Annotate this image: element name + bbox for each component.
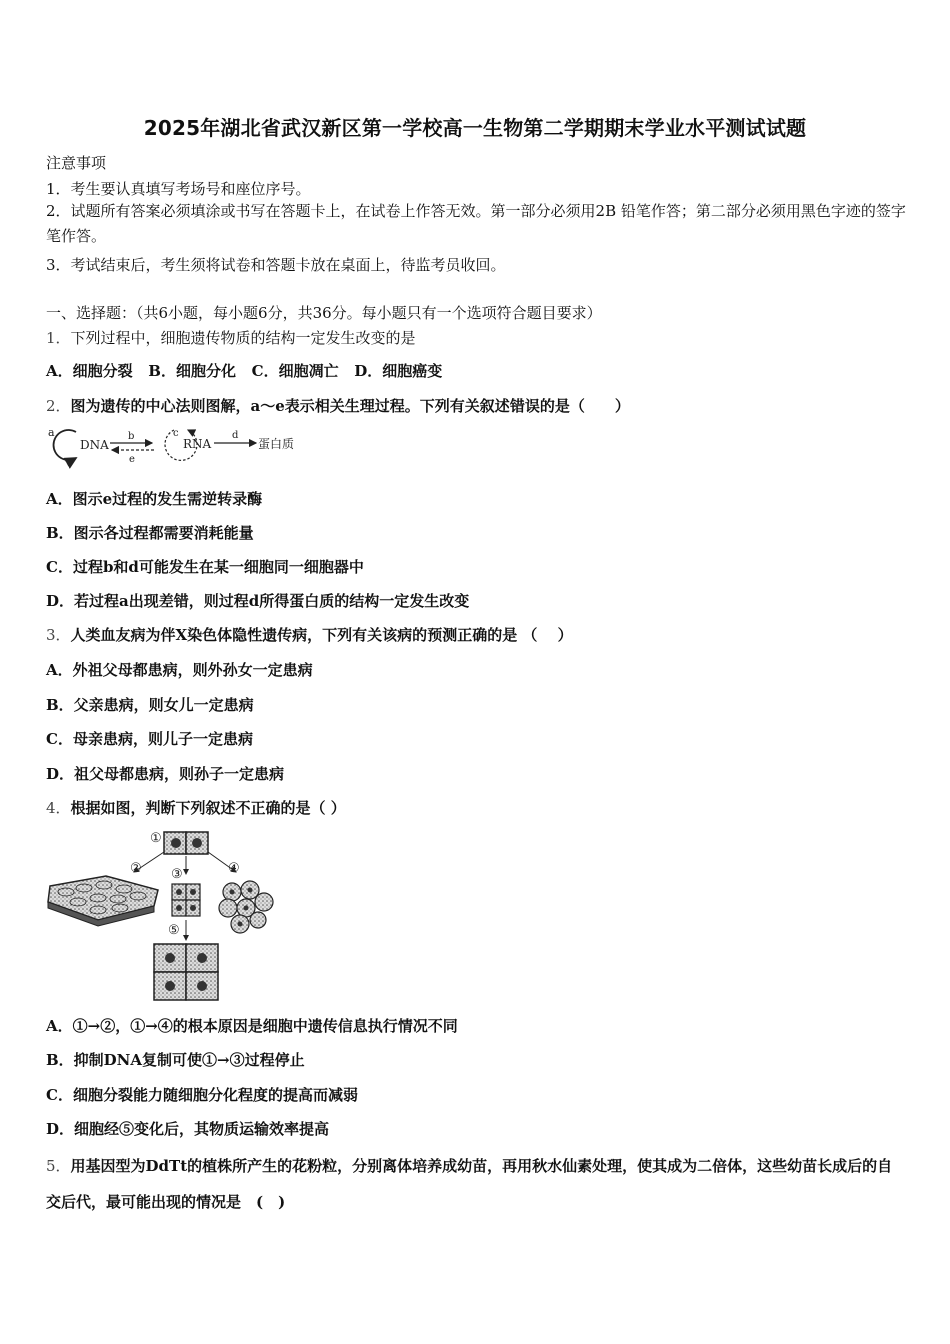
option-d: D．细胞经⑤变化后，其物质运输效率提高	[46, 1120, 330, 1138]
label-4: ④	[228, 861, 240, 876]
notice-item: 1．考生要认真填写考场号和座位序号。	[46, 180, 311, 198]
option-c: C．母亲患病，则儿子一定患病	[46, 730, 253, 748]
question-number: 3．	[46, 626, 71, 644]
option-b: B．图示各过程都需要消耗能量	[46, 524, 254, 542]
question-4	[46, 797, 346, 818]
question-stem: 人类血友病为伴X染色体隐性遗传病，下列有关该病的预测正确的是 （ ）	[70, 626, 573, 644]
option-b: B．抑制DNA复制可使①→③过程停止	[46, 1051, 305, 1069]
label-3: ③	[171, 867, 183, 882]
option-c: C．过程b和d可能发生在某一细胞同一细胞器中	[46, 558, 364, 576]
question-number: 5．	[46, 1157, 71, 1175]
label-c: c	[173, 428, 179, 439]
label-d: d	[232, 430, 239, 441]
question-1	[46, 327, 416, 348]
page-title: 2025年湖北省武汉新区第一学校高一生物第二学期期末学业水平测试试题	[143, 116, 807, 140]
question-stem: 用基因型为DdTt的植株所产生的花粉粒，分别离体培养成幼苗，再用秋水仙素处理，使其成为二倍体，这些幼苗长成后的自交后代，最可能出现的情况是 ( )	[46, 1157, 893, 1211]
question-3	[46, 624, 573, 645]
central-dogma-diagram	[46, 422, 306, 470]
notice-item: 3．考试结束后，考生须将试卷和答题卡放在桌面上，待监考员收回。	[46, 256, 506, 274]
label-protein: 蛋白质	[258, 437, 295, 451]
question-number: 2．	[46, 397, 71, 415]
option-d: D．若过程a出现差错，则过程d所得蛋白质的结构一定发生改变	[46, 592, 470, 610]
label-2: ②	[130, 861, 142, 876]
question-2	[46, 395, 630, 416]
notice-heading: 注意事项	[46, 154, 107, 172]
option-a: A．图示e过程的发生需逆转录酶	[46, 490, 263, 508]
question-stem: 根据如图，判断下列叙述不正确的是（ ）	[70, 799, 346, 817]
label-rna: RNA	[183, 437, 212, 451]
replication-arrow	[54, 430, 76, 460]
option-a: A．外祖父母都患病，则外孙女一定患病	[46, 661, 313, 679]
option-d: D．祖父母都患病，则孙子一定患病	[46, 765, 285, 783]
label-b: b	[128, 431, 135, 442]
option-a: A．①→②，①→④的根本原因是细胞中遗传信息执行情况不同	[46, 1017, 458, 1035]
notice-item: 2．试题所有答案必须填涂或书写在答题卡上，在试卷上作答无效。第一部分必须用2B 铅笔作答；第二部分必须用黑色字迹的签字笔作答。	[46, 202, 906, 245]
question-stem: 图为遗传的中心法则图解，a～e表示相关生理过程。下列有关叙述错误的是（ ）	[70, 397, 630, 415]
question-number: 4．	[46, 799, 71, 817]
label-5: ⑤	[168, 923, 180, 938]
label-a: a	[48, 426, 55, 439]
section-heading: 一、选择题：（共6小题，每小题6分，共36分。每小题只有一个选项符合题目要求）	[46, 304, 602, 322]
question-1-options: A．细胞分裂 B．细胞分化 C．细胞凋亡 D．细胞癌变	[46, 362, 443, 380]
option-c: C．细胞分裂能力随细胞分化程度的提高而减弱	[46, 1086, 358, 1104]
cell-differentiation-figure	[46, 828, 286, 1004]
question-5	[46, 1148, 906, 1220]
question-number: 1．	[46, 329, 71, 347]
question-stem: 下列过程中，细胞遗传物质的结构一定发生改变的是	[70, 329, 416, 347]
label-1: ①	[150, 831, 162, 846]
enlarged-cells	[154, 944, 218, 1000]
option-b: B．父亲患病，则女儿一定患病	[46, 696, 254, 714]
label-e: e	[129, 454, 135, 465]
label-dna: DNA	[80, 438, 109, 452]
